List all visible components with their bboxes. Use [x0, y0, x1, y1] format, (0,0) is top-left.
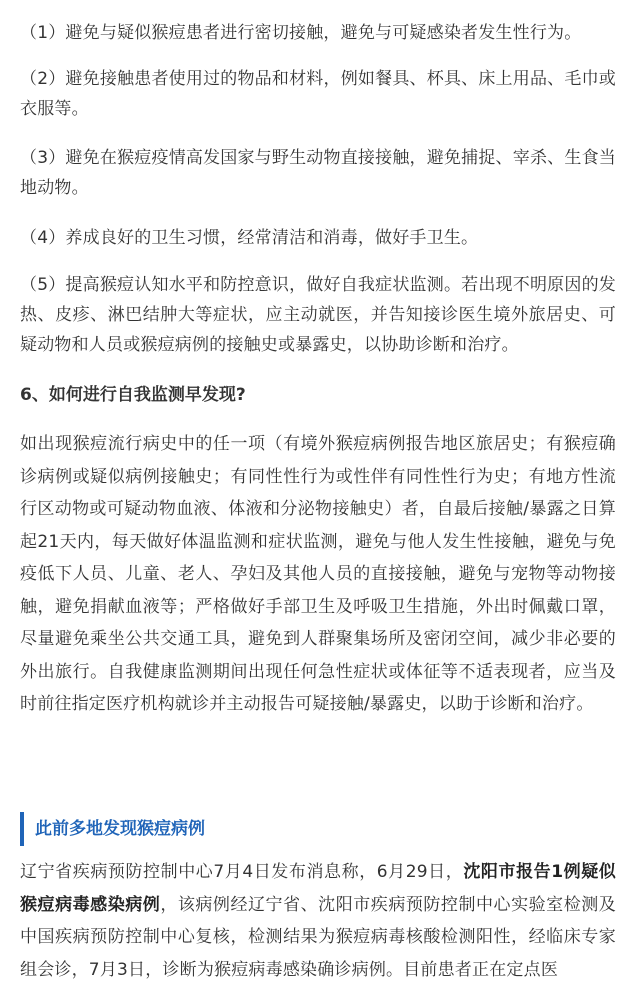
prevention-item-5: （5）提高猴痘认知水平和防控意识，做好自我症状监测。若出现不明原因的发热、皮疹、淋巴结肿大等症状，应主动就医，并告知接诊医生境外旅居史、可疑动物和人员或猴痘病例的接触史或暴露史，以协助诊断和治疗。	[20, 275, 616, 355]
prevention-item-1: （1）避免与疑似猴痘患者进行密切接触，避免与可疑感染者发生性行为。	[20, 23, 582, 43]
prevention-item-4: （4）养成良好的卫生习惯，经常清洁和消毒，做好手卫生。	[20, 228, 479, 248]
news-bold-text: 沈阳市报告1例疑似猴痘病毒感染病例	[20, 862, 616, 915]
question-heading-6: 6、如何进行自我监测早发现?	[20, 385, 246, 405]
news-lead-text: 辽宁省疾病预防控制中心7月4日发布消息称，6月29日，	[20, 862, 464, 882]
prevention-item-3: （3）避免在猴痘疫情高发国家与野生动物直接接触，避免捕捉、宰杀、生食当地动物。	[20, 148, 616, 198]
self-monitoring-paragraph: 如出现猴痘流行病史中的任一项（有境外猴痘病例报告地区旅居史；有猴痘确诊病例或疑似病例接触史；有同性性行为或性伴有同性性行为史；有地方性流行区动物或可疑动物血液、体液和分泌物接触史）者，自最后接触/暴露之日算起21天内，每天做好体温监测和症状监测，避免与他人发生性接触，避免与免疫低下人员、儿童、老人、孕妇及其他人员的直接接触，避免与宠物等动物接触，避免捐献血液等；严格做好手部卫生及呼吸卫生措施，外出时佩戴口罩，尽量避免乘坐公共交通工具，避免到人群聚集场所及密闭空间，减少非必要的外出旅行。自我健康监测期间出现任何急性症状或体征等不适表现者，应当及时前往指定医疗机构就诊并主动报告可疑接触/暴露史，以助于诊断和治疗。	[20, 434, 616, 714]
section-title: 此前多地发现猴痘病例	[20, 812, 205, 846]
prevention-item-2: （2）避免接触患者使用过的物品和材料，例如餐具、杯具、床上用品、毛巾或衣服等。	[20, 69, 616, 119]
news-paragraph	[20, 856, 616, 986]
news-tail-text: ，该病例经辽宁省、沈阳市疾病预防控制中心实验室检测及中国疾病预防控制中心复核，检测结果为猴痘病毒核酸检测阳性，经临床专家组会诊，7月3日，诊断为猴痘病毒感染确诊病例。目前患者正在定点医	[20, 894, 616, 980]
